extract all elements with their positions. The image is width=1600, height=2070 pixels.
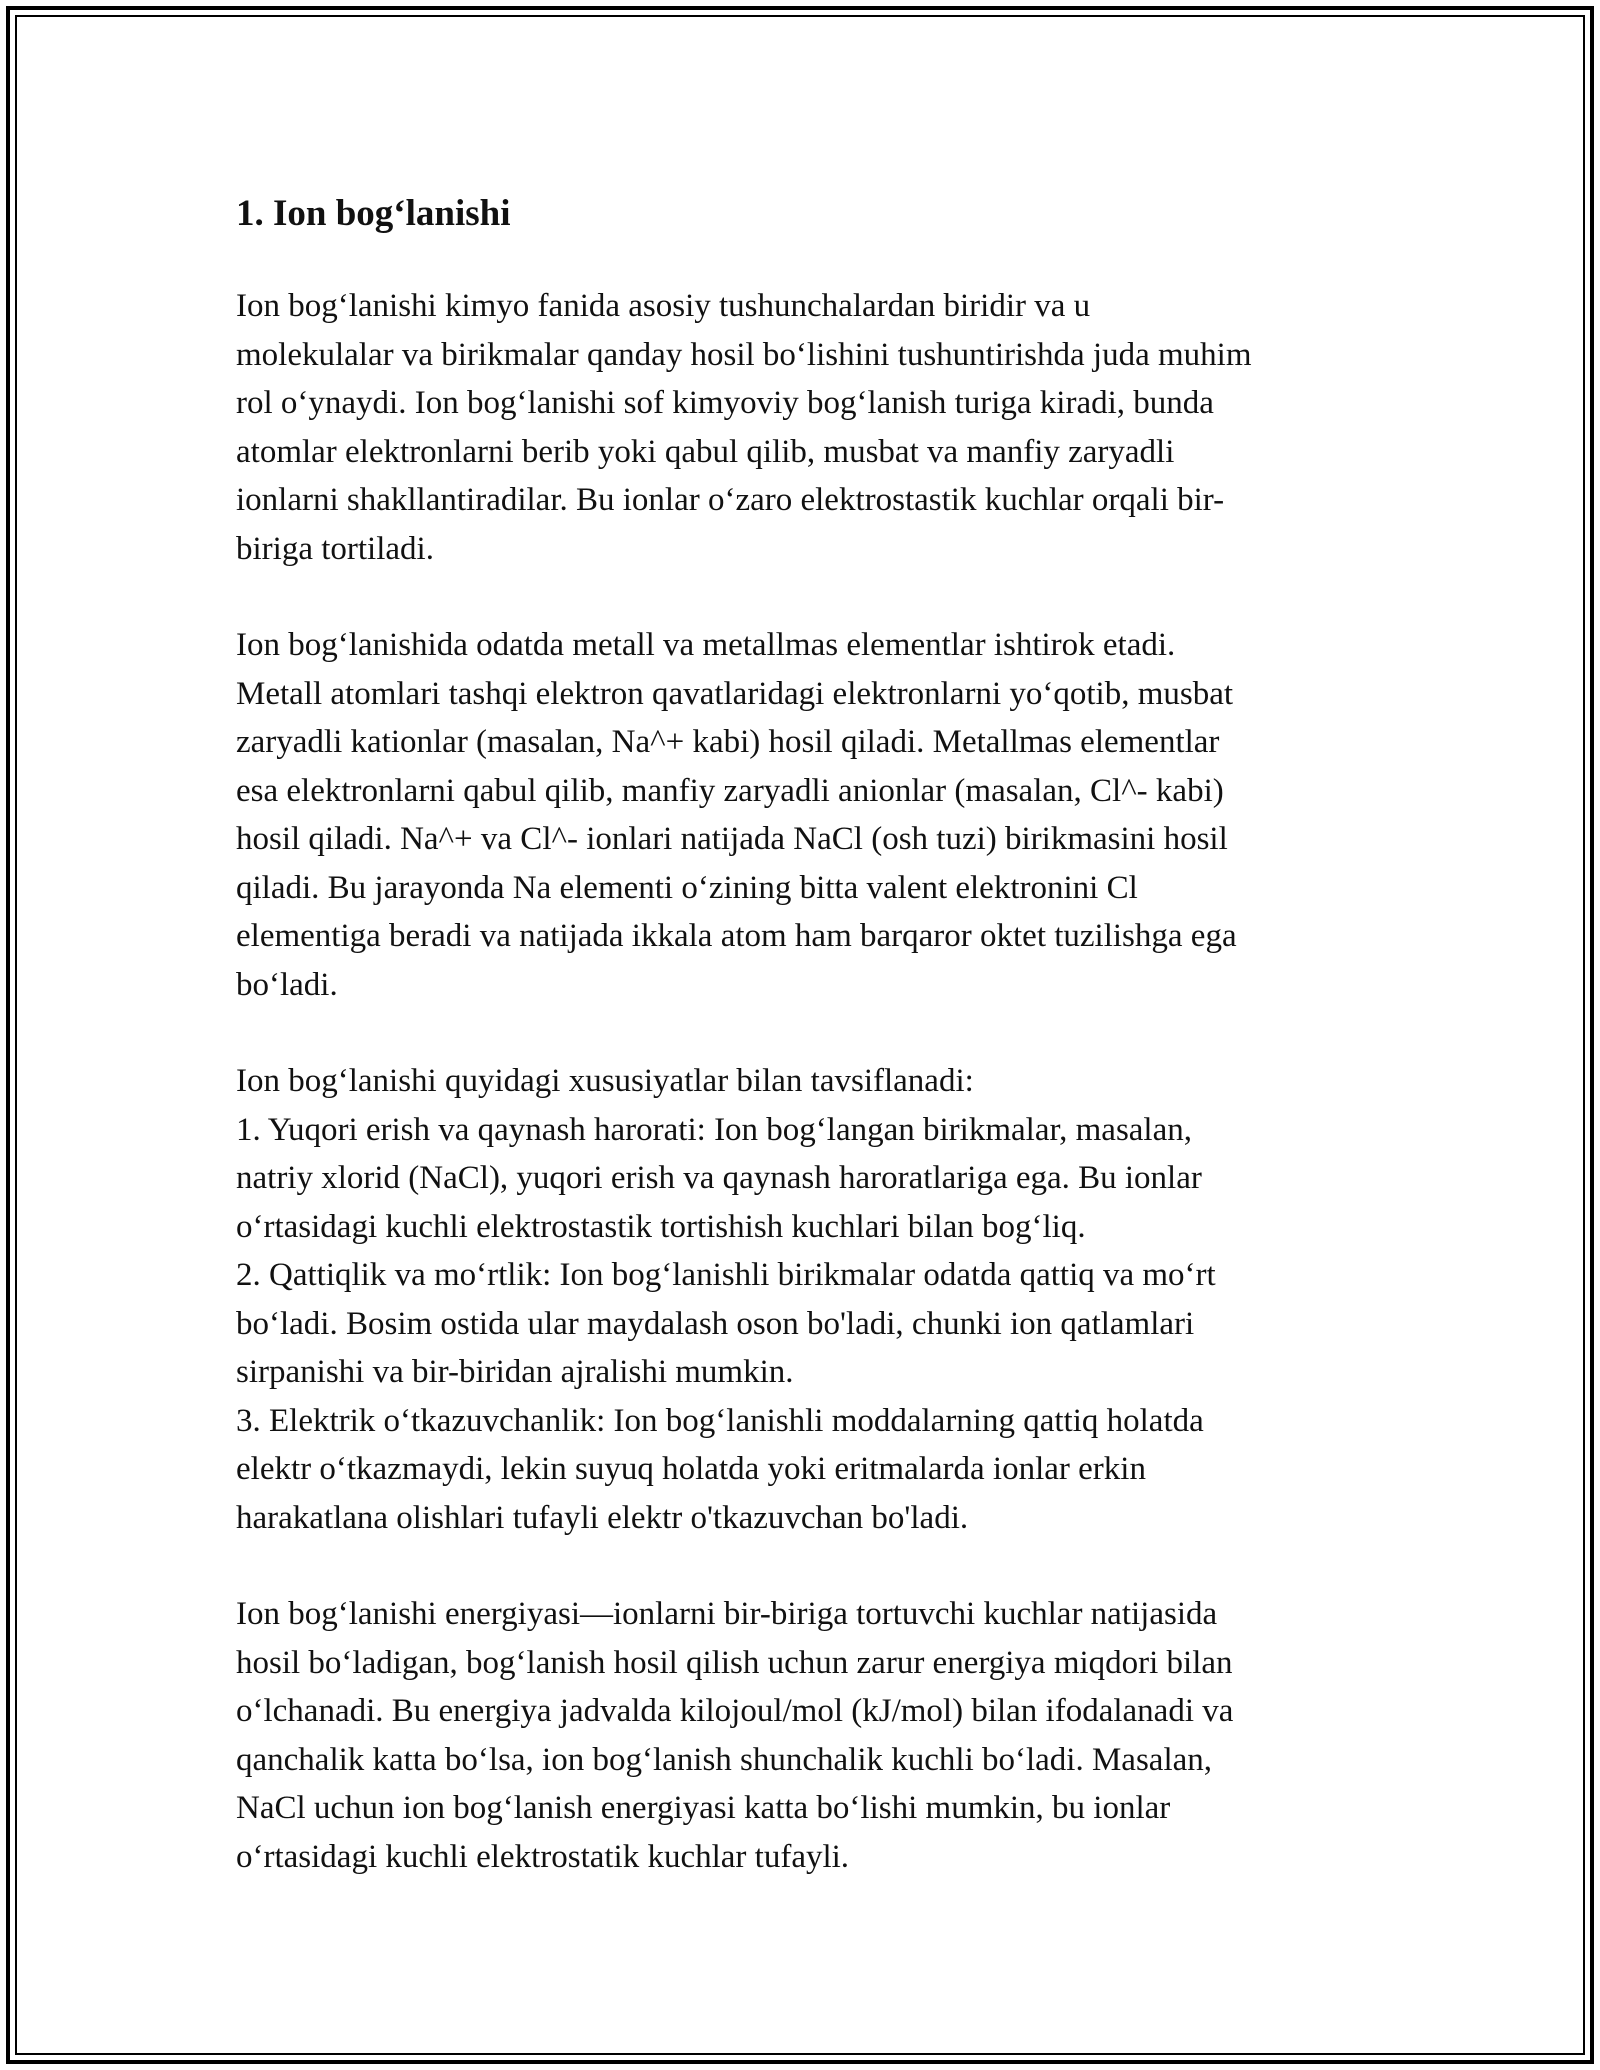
paragraph-energy: Ion bog‘lanishi energiyasi—ionlarni bir-biriga tortuvchi kuchlar natijasida hosil bo‘ladigan, bog‘lanish hosil qilish uchun zarur energiya miqdori bilan o‘lchanadi. Bu energiya jadvalda kilojoul/mol (kJ/mol) bilan ifodalanadi va qanchalik katta bo‘lsa, ion bog‘lanish shunchalik kuchli bo‘ladi. Masalan, NaCl uchun ion bog‘lanish energiyasi katta bo‘lishi mumkin, bu ionlar o‘rtasidagi kuchli elektrostatik kuchlar tufayli.	[236, 1596, 1234, 1875]
paragraph-metals: Ion bog‘lanishida odatda metall va metallmas elementlar ishtirok etadi. Metall atomlari tashqi elektron qavatlaridagi elektronlarni yo‘qotib, musbat zaryadli kationlar (masalan, Na^+ kabi) hosil qiladi. Metallmas elementlar esa elektronlarni qabul qilib, manfiy zaryadli anionlar (masalan, Cl^- kabi) hosil qiladi. Na^+ va Cl^- ionlari natijada NaCl (osh tuzi) birikmasini hosil qiladi. Bu jarayonda Na elementi o‘zining bitta valent elektronini Cl elementiga beradi va natijada ikkala atom ham barqaror oktet tuzilishga ega bo‘ladi.	[236, 627, 1237, 1003]
document-body	[236, 184, 1376, 1881]
section-heading: 1. Ion bog‘lanishi	[236, 193, 511, 234]
paragraph-intro: Ion bog‘lanishi kimyo fanida asosiy tushunchalardan biridir va u molekulalar va birikmalar qanday hosil bo‘lishini tushuntirishda juda muhim rol o‘ynaydi. Ion bog‘lanishi sof kimyoviy bog‘lanish turiga kiradi, bunda atomlar elektronlarni berib yoki qabul qilib, musbat va manfiy zaryadli ionlarni shakllantiradilar. Bu ionlar o‘zaro elektrostastik kuchlar orqali bir- biriga tortiladi.	[236, 288, 1252, 567]
paragraph-properties: Ion bog‘lanishi quyidagi xususiyatlar bilan tavsiflanadi: 1. Yuqori erish va qaynash harorati: Ion bog‘langan birikmalar, masalan, natriy xlorid (NaCl), yuqori erish va qaynash haroratlariga ega. Bu ionlar o‘rtasidagi kuchli elektrostastik tortishish kuchlari bilan bog‘liq. 2. Qattiqlik va mo‘rtlik: Ion bog‘lanishli birikmalar odatda qattiq va mo‘rt bo‘ladi. Bosim ostida ular maydalash oson bo'ladi, chunki ion qatlamlari sirpanishi va bir-biridan ajralishi mumkin. 3. Elektrik o‘tkazuvchanlik: Ion bog‘lanishli moddalarning qattiq holatda elektr o‘tkazmaydi, lekin suyuq holatda yoki eritmalarda ionlar erkin harakatlana olishlari tufayli elektr o'tkazuvchan bo'ladi.	[236, 1063, 1216, 1536]
